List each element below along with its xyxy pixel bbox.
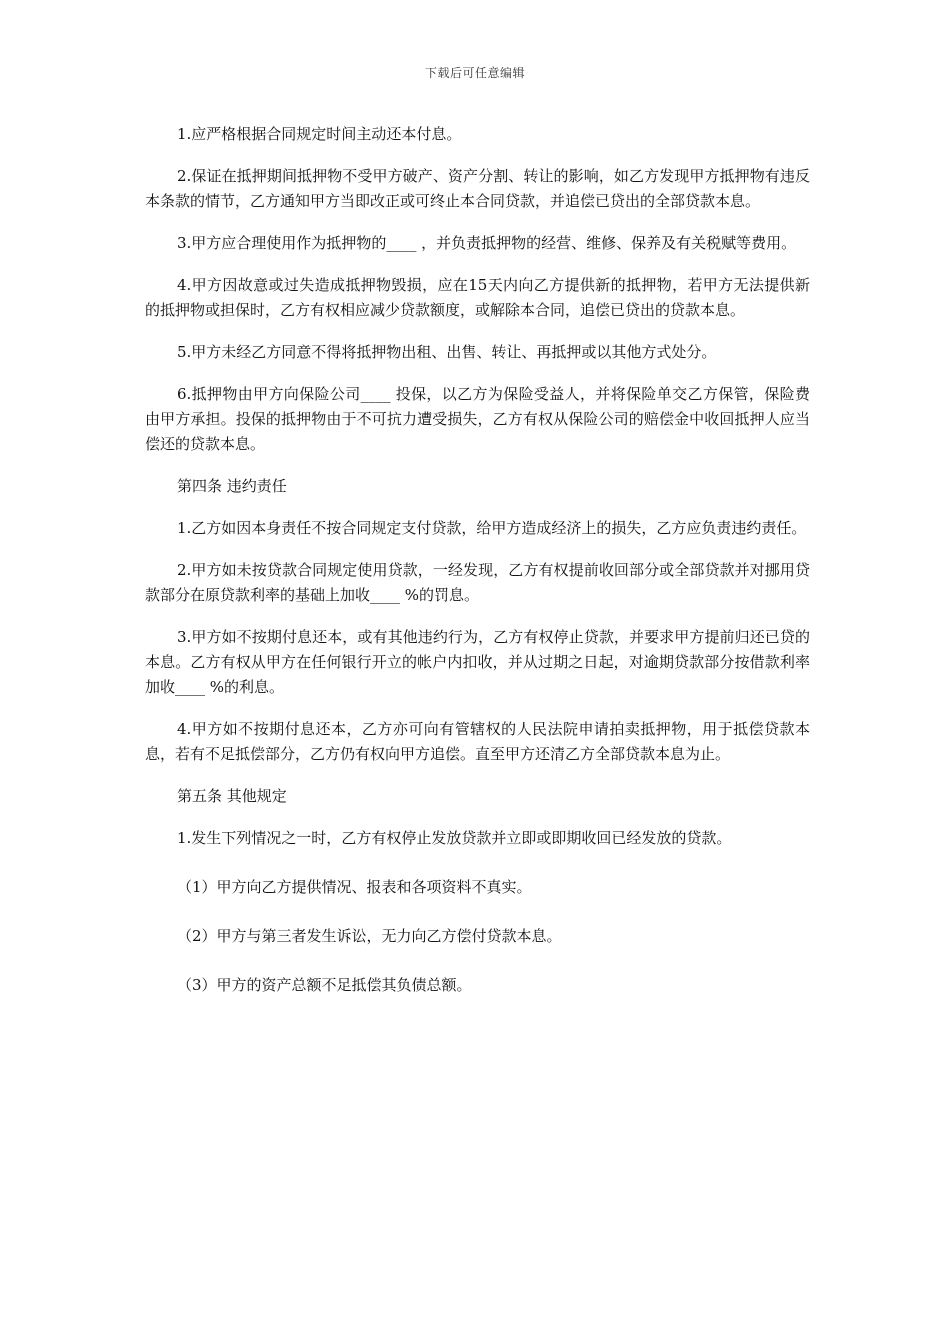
clause-paragraph: 1.发生下列情况之一时，乙方有权停止发放贷款并立即或即期收回已经发放的贷款。 (177, 829, 732, 847)
page-header-note: 下载后可任意编辑 (424, 66, 525, 80)
clause-paragraph: 4.甲方如不按期付息还本，乙方亦可向有管辖权的人民法院申请拍卖抵押物，用于抵偿贷款本息，若有不足抵偿部分，乙方仍有权向甲方追偿。直至甲方还清乙方全部贷款本息为止。 (145, 720, 810, 763)
clause-paragraph: 1.应严格根据合同规定时间主动还本付息。 (177, 125, 462, 143)
sub-clause: （1）甲方向乙方提供情况、报表和各项资料不真实。 (177, 878, 532, 896)
clause-paragraph: 3.甲方应合理使用作为抵押物的____ ，并负责抵押物的经营、维修、保养及有关税赋等费用。 (177, 234, 797, 252)
clause-paragraph: 5.甲方未经乙方同意不得将抵押物出租、出售、转让、再抵押或以其他方式处分。 (177, 343, 717, 361)
article-heading: 第四条 违约责任 (177, 477, 287, 495)
clause-paragraph: 6.抵押物由甲方向保险公司____ 投保，以乙方为保险受益人，并将保险单交乙方保管，保险费由甲方承担。投保的抵押物由于不可抗力遭受损失，乙方有权从保险公司的赔偿金中收回抵押人应当偿还的贷款本息。 (145, 385, 810, 453)
article-heading: 第五条 其他规定 (177, 787, 287, 805)
sub-clause: （3）甲方的资产总额不足抵偿其负债总额。 (177, 976, 472, 994)
clause-paragraph: 4.甲方因故意或过失造成抵押物毁损，应在15天内向乙方提供新的抵押物，若甲方无法提供新的抵押物或担保时，乙方有权相应减少贷款额度，或解除本合同，追偿已贷出的贷款本息。 (145, 276, 810, 319)
clause-paragraph: 2.甲方如未按贷款合同规定使用贷款，一经发现，乙方有权提前收回部分或全部贷款并对挪用贷款部分在原贷款利率的基础上加收____ %的罚息。 (145, 561, 810, 604)
clause-paragraph: 1.乙方如因本身责任不按合同规定支付贷款，给甲方造成经济上的损失，乙方应负责违约责任。 (177, 519, 807, 537)
sub-clause: （2）甲方与第三者发生诉讼，无力向乙方偿付贷款本息。 (177, 927, 562, 945)
clause-paragraph: 2.保证在抵押期间抵押物不受甲方破产、资产分割、转让的影响，如乙方发现甲方抵押物有违反本条款的情节，乙方通知甲方当即改正或可终止本合同贷款，并追偿已贷出的全部贷款本息。 (145, 167, 810, 210)
document-body (145, 122, 810, 1022)
clause-paragraph: 3.甲方如不按期付息还本，或有其他违约行为，乙方有权停止贷款，并要求甲方提前归还已贷的本息。乙方有权从甲方在任何银行开立的帐户内扣收，并从过期之日起，对逾期贷款部分按借款利率加收____ %的利息。 (145, 628, 810, 696)
